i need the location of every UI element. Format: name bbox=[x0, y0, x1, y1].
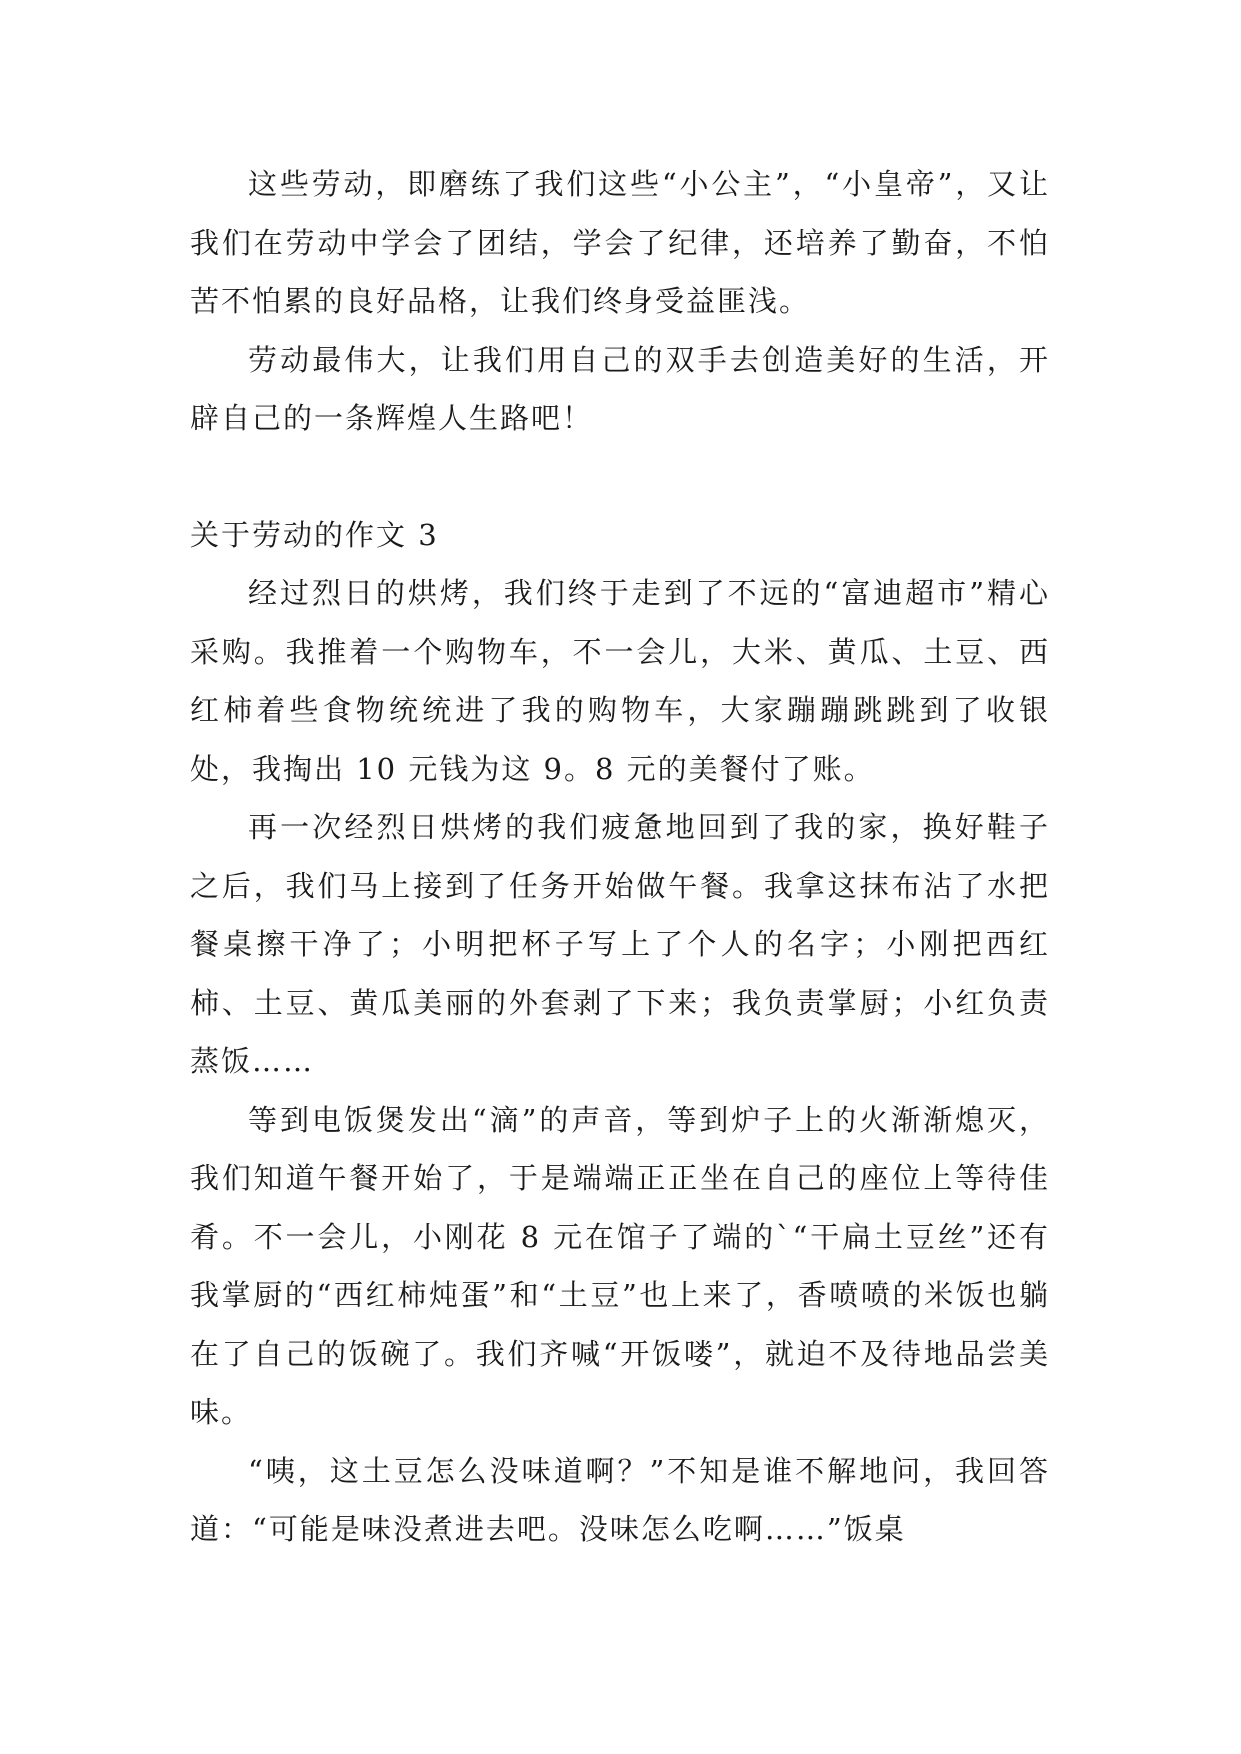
paragraph-potato: “咦，这土豆怎么没味道啊？”不知是谁不解地问，我回答道：“可能是味没煮进去吧。没味怎么吃啊……”饭桌 bbox=[190, 1453, 1050, 1546]
document-body bbox=[190, 155, 1050, 1559]
paragraph-lunch: 等到电饭煲发出“滴”的声音，等到炉子上的火渐渐熄灭，我们知道午餐开始了，于是端端正正坐在自己的座位上等待佳肴。不一会儿，小刚花 8 元在馆子了端的`“干扁土豆丝”还有我掌厨的“西红柿炖蛋”和“土豆”也上来了，香喷喷的米饭也躺在了自己的饭碗了。我们齐喊“开饭喽”，就迫不及待地品尝美味。 bbox=[190, 1102, 1050, 1429]
paragraph-cooking: 再一次经烈日烘烤的我们疲惫地回到了我的家，换好鞋子之后，我们马上接到了任务开始做午餐。我拿这抹布沾了水把餐桌擦干净了；小明把杯子写上了个人的名字；小刚把西红柿、土豆、黄瓜美丽的外套剥了下来；我负责掌厨；小红负责蒸饭…… bbox=[190, 810, 1050, 1078]
section-title: 关于劳动的作文 3 bbox=[190, 517, 439, 552]
paragraph-supermarket: 经过烈日的烘烤，我们终于走到了不远的“富迪超市”精心采购。我推着一个购物车，不一会儿，大米、黄瓜、土豆、西红柿着些食物统统进了我的购物车，大家蹦蹦跳跳到了收银处，我掏出 10 元钱为这 9。8 元的美餐付了账。 bbox=[190, 576, 1050, 786]
section-gap bbox=[190, 448, 1050, 506]
paragraph-labor-benefits: 这些劳动，即磨练了我们这些“小公主”，“小皇帝”，又让我们在劳动中学会了团结，学会了纪律，还培养了勤奋，不怕苦不怕累的良好品格，让我们终身受益匪浅。 bbox=[190, 167, 1050, 318]
paragraph-labor-greatest: 劳动最伟大，让我们用自己的双手去创造美好的生活，开辟自己的一条辉煌人生路吧！ bbox=[190, 342, 1050, 435]
